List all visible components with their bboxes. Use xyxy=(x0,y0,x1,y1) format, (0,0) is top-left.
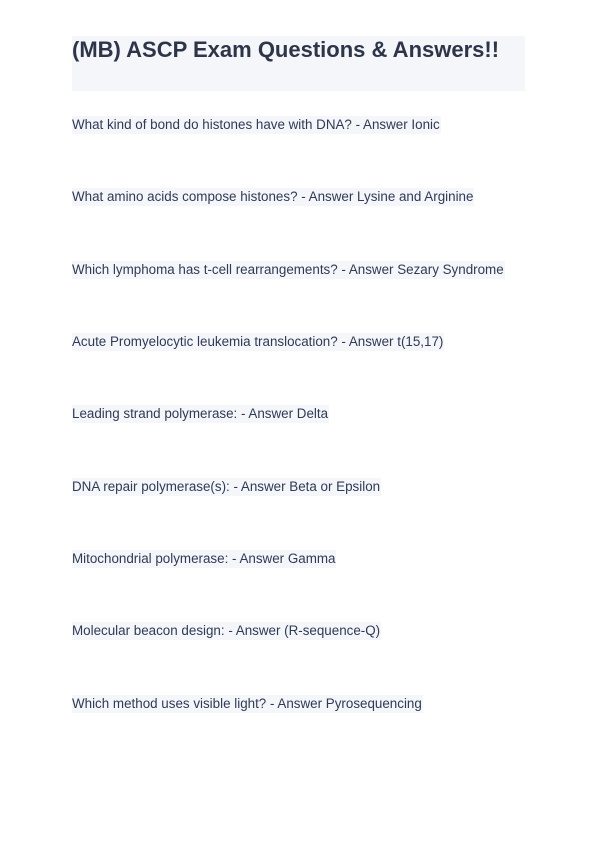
qa-text: Molecular beacon design: - Answer (R-sequence-Q) xyxy=(72,623,381,638)
qa-text: What amino acids compose histones? - Answer Lysine and Arginine xyxy=(72,189,474,204)
qa-item xyxy=(72,260,505,279)
qa-text: Mitochondrial polymerase: - Answer Gamma xyxy=(72,551,336,566)
qa-item xyxy=(72,115,441,134)
qa-item xyxy=(72,404,329,423)
qa-text: Which method uses visible light? - Answer Pyrosequencing xyxy=(72,696,422,711)
page-title: (MB) ASCP Exam Questions & Answers!! xyxy=(72,37,500,62)
qa-item xyxy=(72,477,381,496)
qa-text: Leading strand polymerase: - Answer Delta xyxy=(72,406,329,421)
qa-text: Which lymphoma has t-cell rearrangements? - Answer Sezary Syndrome xyxy=(72,262,504,277)
qa-text: What kind of bond do histones have with DNA? - Answer Ionic xyxy=(72,117,440,132)
qa-item xyxy=(72,694,423,713)
qa-item xyxy=(72,187,474,206)
qa-item xyxy=(72,332,444,351)
qa-text: DNA repair polymerase(s): - Answer Beta or Epsilon xyxy=(72,479,381,494)
qa-item xyxy=(72,621,381,640)
qa-text: Acute Promyelocytic leukemia translocation? - Answer t(15,17) xyxy=(72,334,444,349)
qa-item xyxy=(72,549,336,568)
